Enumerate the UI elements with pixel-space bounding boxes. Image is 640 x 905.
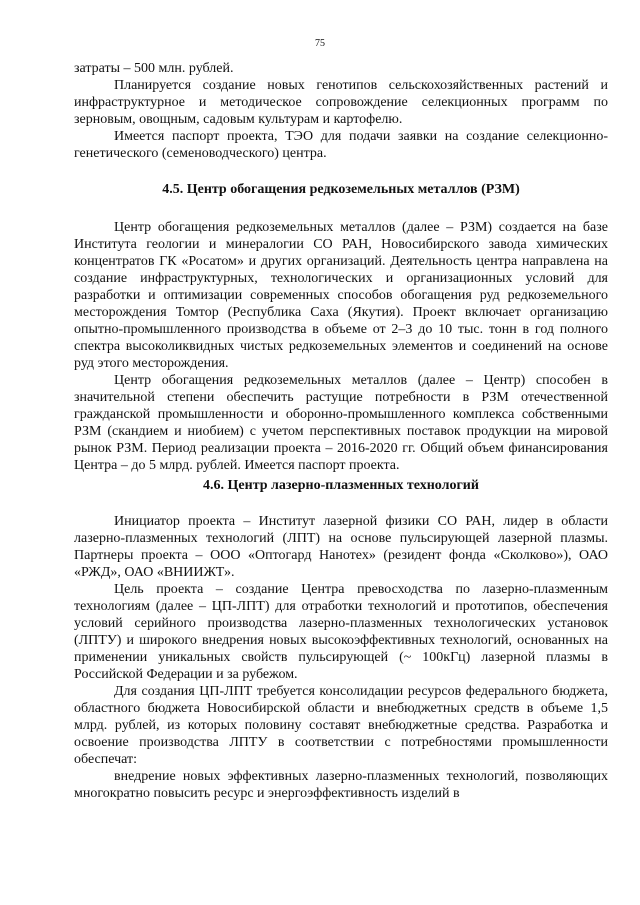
- paragraph: Для создания ЦП-ЛПТ требуется консолидации ресурсов федерального бюджета, областного бюджета Новосибирской области и внебюджетных средств в объеме 1,5 млрд. рублей, из которых половину составят внебюджетные средства. Разработка и освоение производства ЛПТУ в соответствии с потребностями промышленности обеспечат:: [74, 684, 608, 767]
- paragraph: затраты – 500 млн. рублей.: [74, 61, 234, 76]
- section-heading-4-6: 4.6. Центр лазерно-плазменных технологий: [203, 478, 479, 493]
- paragraph: Цель проекта – создание Центра превосходства по лазерно-плазменным технологиям (далее – ЦП-ЛПТ) для отработки технологий и прототипов, обеспечения условий серийного производства лазерно-плазменных технологических установок (ЛПТУ) и широкого внедрения новых высокоэффективных технологий, основанных на применении уникальных свойств пульсирующей (~ 100кГц) лазерной плазмы в Российской Федерации и за рубежом.: [74, 582, 608, 682]
- section-heading-4-5: 4.5. Центр обогащения редкоземельных металлов (РЗМ): [162, 182, 520, 197]
- document-body: [74, 60, 608, 802]
- paragraph: Центр обогащения редкоземельных металлов (далее – Центр) способен в значительной степени обеспечить растущие потребности в РЗМ отечественной гражданской промышленности и оборонно-промышленного комплекса собственными РЗМ (скандием и ниобием) с учетом перспективных поставок продукции на мировой рынок РЗМ. Период реализации проекта – 2016-2020 гг. Общий объем финансирования Центра – до 5 млрд. рублей. Имеется паспорт проекта.: [74, 373, 608, 473]
- paragraph: Центр обогащения редкоземельных металлов (далее – РЗМ) создается на базе Института геологии и минералогии СО РАН, Новосибирского завода химических концентратов ГК «Росатом» и других организаций. Деятельность центра направлена на создание инфраструктурных, технологических и организационных условий для разработки и оптимизации современных способов обогащения руд редкоземельного месторождения Томтор (Республика Саха (Якутия). Проект включает организацию опытно-промышленного производства в объеме от 2–3 до 10 тыс. тонн в год полного спектра высоколиквидных чистых редкоземельных элементов и соединений на основе руд этого месторождения.: [74, 220, 608, 371]
- page-number: 75: [315, 38, 325, 49]
- paragraph: Имеется паспорт проекта, ТЭО для подачи заявки на создание селекционно-генетического (семеноводческого) центра.: [74, 129, 608, 161]
- paragraph: внедрение новых эффективных лазерно-плазменных технологий, позволяющих многократно повысить ресурс и энергоэффективность изделий в: [74, 769, 608, 801]
- paragraph: Планируется создание новых генотипов сельскохозяйственных растений и инфраструктурное и методическое сопровождение селекционных программ по зерновым, овощным, садовым культурам и картофелю.: [74, 78, 608, 127]
- paragraph: Инициатор проекта – Институт лазерной физики СО РАН, лидер в области лазерно-плазменных технологий (ЛПТ) на основе пульсирующей лазерной плазмы. Партнеры проекта – ООО «Оптогард Нанотех» (резидент фонда «Сколково»), ОАО «РЖД», ОАО «ВНИИЖТ».: [74, 514, 608, 580]
